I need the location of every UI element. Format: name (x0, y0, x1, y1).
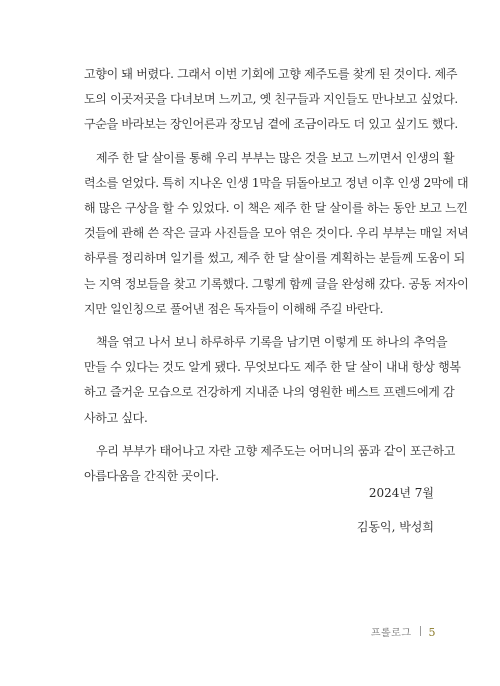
text-line: 만들 수 있다는 것도 알게 됐다. 무엇보다도 제주 한 달 살이 내내 항상 행복 (84, 360, 461, 375)
paragraph-3 (84, 330, 461, 431)
text-line: 지만 일인칭으로 풀어낸 점은 독자들이 이해해 주길 바란다. (84, 301, 384, 316)
paragraph-1 (84, 62, 458, 138)
text-line: 하고 즐거운 모습으로 건강하게 지내준 나의 영원한 베스트 프렌드에게 감 (84, 385, 455, 400)
text-line: 것들에 관해 쓴 작은 글과 사진들을 모아 엮은 것이다. 우리 부부는 매일 저녁 (84, 226, 469, 241)
text-line: 고향이 돼 버렸다. 그래서 이번 기회에 고향 제주도를 찾게 된 것이다. 제주 (84, 67, 458, 81)
text-line: 우리 부부가 태어나고 자란 고향 제주도는 어머니의 품과 같이 포근하고 (96, 443, 456, 458)
text-line: 도의 이곳저곳을 다녀보며 느끼고, 옛 친구들과 지인들도 만나보고 싶었다. (84, 92, 458, 107)
paragraph-2 (84, 146, 469, 322)
text-line: 아름다움을 간직한 곳이다. (84, 469, 219, 484)
paragraph-4 (84, 439, 456, 489)
signature-block (357, 483, 434, 537)
page-footer (371, 624, 436, 639)
signature-authors: 김동익, 박성희 (356, 520, 434, 534)
text-line: 사하고 싶다. (84, 410, 148, 425)
prologue-body (84, 62, 469, 497)
signature-date: 2024년 7월 (368, 486, 434, 500)
page-number: 5 (428, 626, 436, 639)
text-line: 해 많은 구상을 할 수 있었다. 이 책은 제주 한 달 살이를 하는 동안 보고 느낀 (84, 201, 468, 216)
text-line: 제주 한 달 살이를 통해 우리 부부는 많은 것을 보고 느끼면서 인생의 활 (96, 150, 455, 165)
footer-divider (420, 626, 421, 636)
text-line: 력소를 얻었다. 특히 지나온 인생 1막을 뒤돌아보고 정년 이후 인생 2막에 대 (84, 175, 469, 190)
text-line: 책을 엮고 나서 보니 하루하루 기록을 남기면 이렇게 또 하나의 추억을 (96, 335, 448, 350)
text-line: 구순을 바라보는 장인어른과 장모님 곁에 조금이라도 더 있고 싶기도 했다. (84, 117, 458, 132)
footer-section-title: 프롤로그 (370, 628, 412, 639)
text-line: 는 지역 정보들을 찾고 기록했다. 그렇게 함께 글을 완성해 갔다. 공동 저자이 (84, 276, 469, 291)
text-line: 하루를 정리하며 일기를 썼고, 제주 한 달 살이를 계획하는 분들께 도움이 되 (84, 251, 465, 266)
